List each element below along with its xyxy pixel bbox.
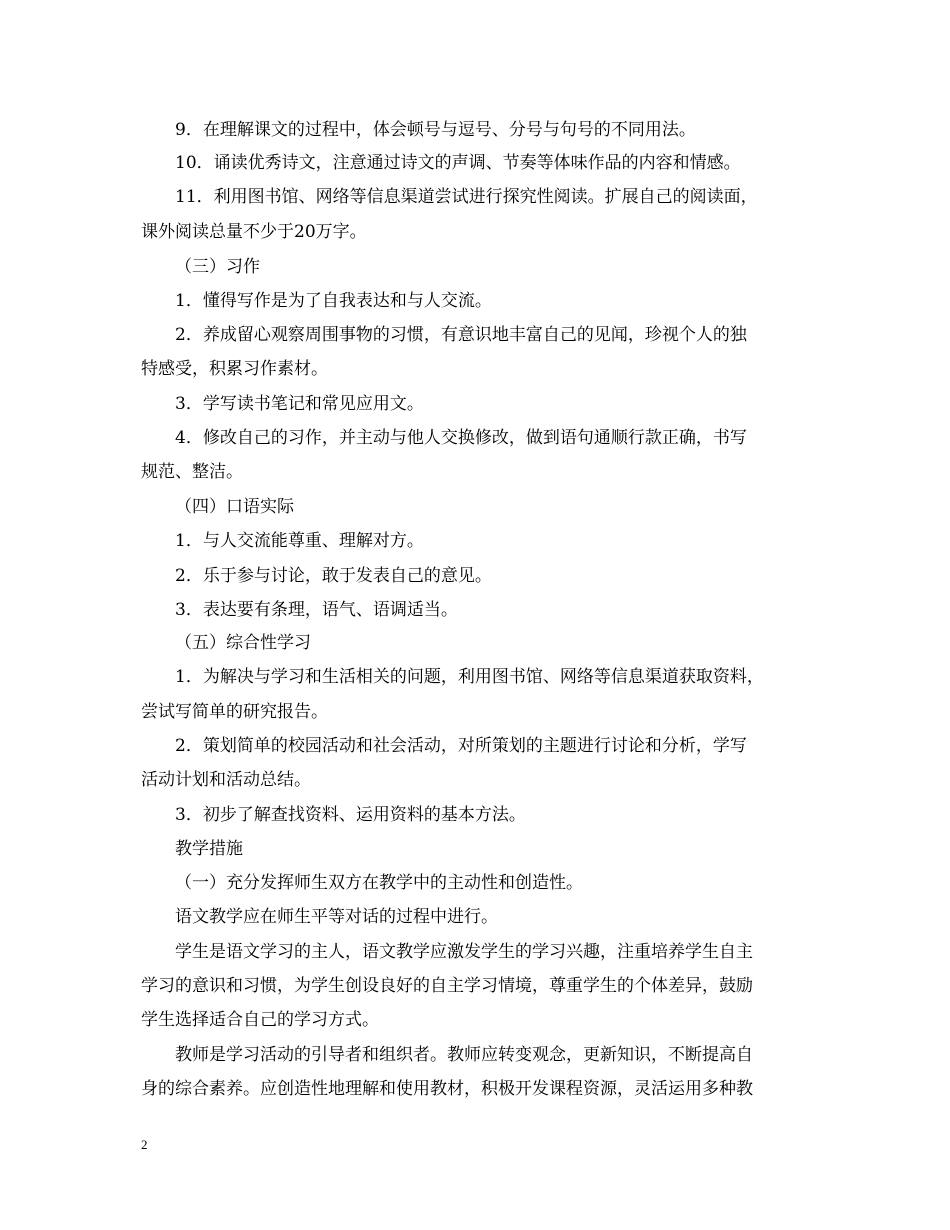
paragraph-line: 尝试写简单的研究报告。 <box>141 702 328 722</box>
section-heading: （四）口语实际 <box>175 497 294 517</box>
paragraph-line: 2．养成留心观察周围事物的习惯，有意识地丰富自己的见闻，珍视个人的独 <box>175 325 747 345</box>
paragraph-line: 1．与人交流能尊重、理解对方。 <box>175 531 424 551</box>
paragraph-line: 身的综合素养。应创造性地理解和使用教材，积极开发课程资源，灵活运用多种教 <box>141 1079 753 1099</box>
paragraph-line: 3．初步了解查找资料、运用资料的基本方法。 <box>175 805 526 825</box>
paragraph-line: 语文教学应在师生平等对话的过程中进行。 <box>175 907 498 927</box>
paragraph-line: 活动计划和活动总结。 <box>141 770 311 790</box>
paragraph-line: 课外阅读总量不少于20万字。 <box>141 222 367 242</box>
paragraph-line: 学生是语文学习的主人，语文教学应激发学生的学习兴趣，注重培养学生自主 <box>175 942 753 962</box>
paragraph-line: 2．策划简单的校园活动和社会活动，对所策划的主题进行讨论和分析，学写 <box>175 736 747 756</box>
page-number: 2 <box>141 1137 148 1152</box>
paragraph-line: 2．乐于参与讨论，敢于发表自己的意见。 <box>175 566 492 586</box>
paragraph-line: 9．在理解课文的过程中，体会顿号与逗号、分号与句号的不同用法。 <box>175 120 696 140</box>
paragraph-line: 3．表达要有条理，语气、语调适当。 <box>175 600 458 620</box>
paragraph-line: 1．懂得写作是为了自我表达和与人交流。 <box>175 291 492 311</box>
paragraph-line: 特感受，积累习作素材。 <box>141 359 328 379</box>
section-heading: （一）充分发挥师生双方在教学中的主动性和创造性。 <box>175 873 583 893</box>
paragraph-line: 4．修改自己的习作，并主动与他人交换修改，做到语句通顺行款正确，书写 <box>175 428 747 448</box>
paragraph-line: 11．利用图书馆、网络等信息渠道尝试进行探究性阅读。扩展自己的阅读面， <box>175 187 758 207</box>
paragraph-line: 1．为解决与学习和生活相关的问题，利用图书馆、网络等信息渠道获取资料， <box>175 667 764 687</box>
paragraph-line: 教师是学习活动的引导者和组织者。教师应转变观念，更新知识，不断提高自 <box>175 1045 753 1065</box>
section-heading: 教学措施 <box>175 839 243 859</box>
paragraph-line: 10．诵读优秀诗文，注意通过诗文的声调、节奏等体味作品的内容和情感。 <box>175 153 741 173</box>
paragraph-line: 学生选择适合自己的学习方式。 <box>141 1010 379 1030</box>
paragraph-line: 3．学写读书笔记和常见应用文。 <box>175 394 424 414</box>
paragraph-line: 规范、整洁。 <box>141 462 243 482</box>
section-heading: （五）综合性学习 <box>175 633 311 653</box>
paragraph-line: 学习的意识和习惯，为学生创设良好的自主学习情境，尊重学生的个体差异，鼓励 <box>141 976 753 996</box>
section-heading: （三）习作 <box>175 257 260 277</box>
